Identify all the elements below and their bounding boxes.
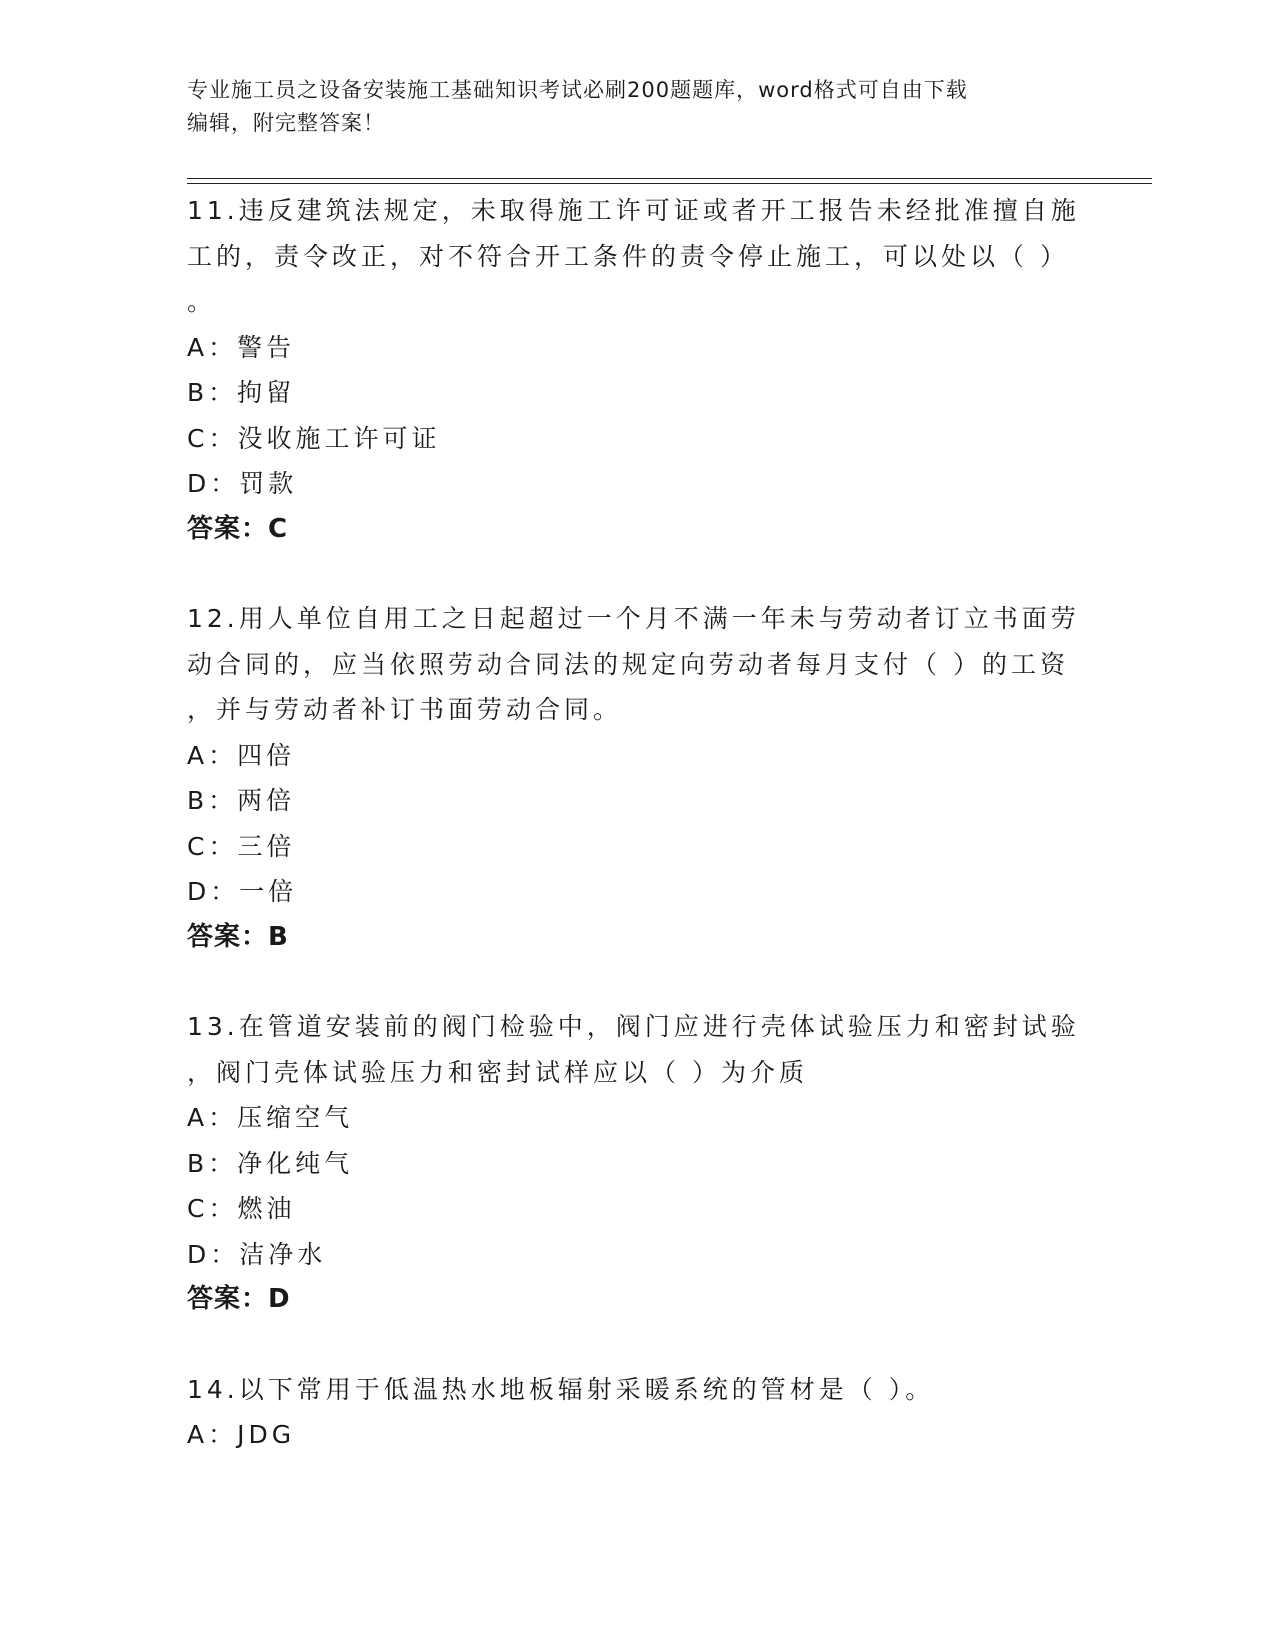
answer-label: 答案：B <box>187 921 289 952</box>
question-stem <box>187 596 1087 733</box>
option-b: B：拘留 <box>187 378 296 407</box>
option-b: B：净化纯气 <box>187 1148 354 1178</box>
question-list <box>187 188 1087 1502</box>
option-c: C：没收施工许可证 <box>187 423 441 453</box>
stem-line: 工的，责令改正，对不符合开工条件的责令停止施工，可以处以（ ） <box>187 241 1069 271</box>
stem-line: 11.违反建筑法规定，未取得施工许可证或者开工报告未经批准擅自施 <box>187 196 1080 225</box>
option-d: D：一倍 <box>187 877 298 906</box>
answer-label: 答案：D <box>187 1284 291 1314</box>
option-b: B：两倍 <box>187 786 296 815</box>
document-header <box>187 74 1067 140</box>
option-d: D：罚款 <box>187 469 298 498</box>
option-c: C：三倍 <box>187 831 296 861</box>
stem-line: 动合同的，应当依照劳动合同法的规定向劳动者每月支付（ ）的工资 <box>187 649 1069 679</box>
stem-line: 。 <box>187 287 217 316</box>
option-d: D：洁净水 <box>187 1239 327 1269</box>
stem-line: 12.用人单位自用工之日起超过一个月不满一年未与劳动者订立书面劳 <box>187 604 1080 633</box>
question-stem <box>187 188 1087 325</box>
question-14 <box>187 1367 1087 1458</box>
header-divider-bottom <box>187 183 1152 184</box>
stem-line: 14.以下常用于低温热水地板辐射采暖系统的管材是（ ）。 <box>187 1374 935 1404</box>
option-c: C：燃油 <box>187 1194 296 1223</box>
question-11 <box>187 188 1087 552</box>
header-title-line1: 专业施工员之设备安装施工基础知识考试必刷200题题库，word格式可自由下载 <box>187 78 968 102</box>
header-title-line2: 编辑，附完整答案！ <box>187 111 385 135</box>
header-divider-top <box>187 178 1152 179</box>
option-a: A：JDG <box>187 1420 296 1449</box>
option-a: A：压缩空气 <box>187 1103 354 1132</box>
option-a: A：四倍 <box>187 740 296 770</box>
question-12 <box>187 596 1087 960</box>
stem-line: 13.在管道安装前的阀门检验中，阀门应进行壳体试验压力和密封试验 <box>187 1012 1080 1041</box>
question-13 <box>187 1004 1087 1323</box>
stem-line: ，并与劳动者补订书面劳动合同。 <box>187 695 623 724</box>
question-stem <box>187 1367 1087 1413</box>
option-a: A：警告 <box>187 332 296 362</box>
answer-label: 答案：C <box>187 513 289 544</box>
stem-line: ，阀门壳体试验压力和密封试样应以（ ）为介质 <box>187 1057 808 1087</box>
question-stem <box>187 1004 1087 1095</box>
